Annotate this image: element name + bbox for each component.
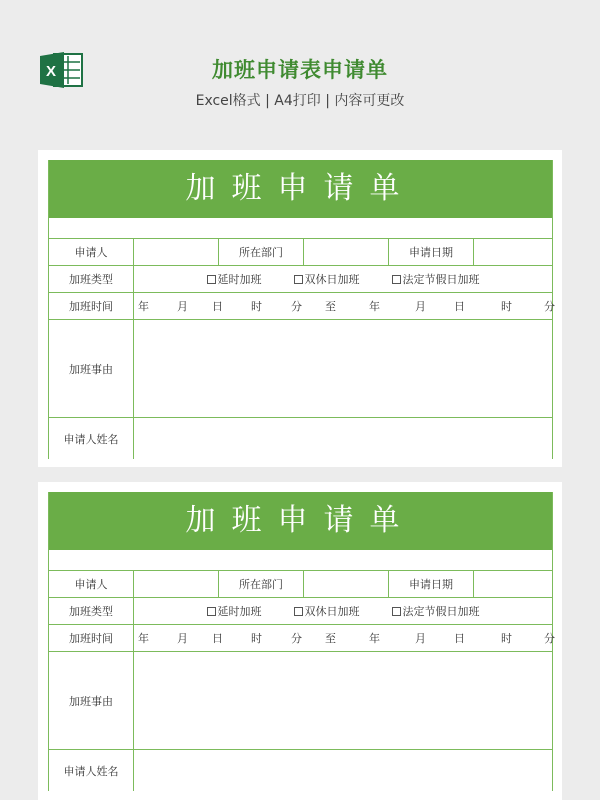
overtime-form — [48, 492, 553, 791]
form-row-reason — [49, 652, 552, 750]
time-unit: 年 — [369, 632, 380, 645]
department-field[interactable] — [304, 239, 389, 265]
time-unit: 月 — [415, 632, 426, 645]
apply-date-label: 申请日期 — [389, 571, 474, 597]
time-unit: 分 — [291, 632, 302, 645]
form-banner: 加班申请单 — [49, 492, 552, 550]
form-row-name — [49, 418, 552, 459]
checkbox-icon[interactable] — [294, 275, 303, 284]
apply-date-label: 申请日期 — [389, 239, 474, 265]
overtime-form — [48, 160, 553, 459]
option-holiday[interactable]: 法定节假日加班 — [392, 271, 480, 287]
time-unit: 分 — [544, 632, 555, 645]
form-banner: 加班申请单 — [49, 160, 552, 218]
checkbox-icon[interactable] — [207, 275, 216, 284]
time-unit: 时 — [501, 632, 512, 645]
page-subtitle: Excel格式 | A4打印 | 内容可更改 — [195, 93, 405, 109]
reason-field[interactable] — [134, 652, 552, 749]
overtime-time-field[interactable] — [134, 625, 555, 651]
department-label: 所在部门 — [219, 571, 304, 597]
apply-date-field[interactable] — [474, 239, 552, 265]
department-label: 所在部门 — [219, 239, 304, 265]
checkbox-icon[interactable] — [392, 275, 401, 284]
overtime-time-label: 加班时间 — [49, 625, 134, 651]
time-unit: 月 — [177, 632, 188, 645]
time-unit: 年 — [138, 300, 149, 313]
applicant-name-label: 申请人姓名 — [49, 750, 134, 791]
option-extended[interactable]: 延时加班 — [207, 271, 262, 287]
checkbox-icon[interactable] — [392, 607, 401, 616]
form-row-type — [49, 266, 552, 293]
overtime-time-label: 加班时间 — [49, 293, 134, 319]
checkbox-icon[interactable] — [207, 607, 216, 616]
applicant-name-field[interactable] — [134, 750, 552, 791]
excel-logo-letter: X — [45, 63, 57, 80]
time-unit: 时 — [251, 300, 262, 313]
time-unit: 时 — [501, 300, 512, 313]
form-card-2 — [38, 482, 562, 800]
time-unit: 月 — [415, 300, 426, 313]
overtime-type-options — [134, 266, 552, 292]
option-weekend[interactable]: 双休日加班 — [294, 271, 360, 287]
time-unit: 月 — [177, 300, 188, 313]
department-field[interactable] — [304, 571, 389, 597]
time-unit: 日 — [212, 300, 223, 313]
option-extended[interactable]: 延时加班 — [207, 603, 262, 619]
applicant-field[interactable] — [134, 571, 219, 597]
reason-label: 加班事由 — [49, 652, 134, 749]
form-row-time — [49, 625, 555, 652]
overtime-type-label: 加班类型 — [49, 266, 134, 292]
applicant-label: 申请人 — [49, 571, 134, 597]
form-row-type — [49, 598, 552, 625]
applicant-label: 申请人 — [49, 239, 134, 265]
overtime-type-options — [134, 598, 552, 624]
form-card-1 — [38, 150, 562, 467]
option-holiday[interactable]: 法定节假日加班 — [392, 603, 480, 619]
applicant-name-label: 申请人姓名 — [49, 418, 134, 459]
form-row-time — [49, 293, 555, 320]
time-unit: 至 — [325, 300, 336, 313]
time-unit: 日 — [212, 632, 223, 645]
applicant-field[interactable] — [134, 239, 219, 265]
overtime-type-label: 加班类型 — [49, 598, 134, 624]
page-header — [0, 0, 600, 140]
reason-label: 加班事由 — [49, 320, 134, 417]
time-unit: 分 — [291, 300, 302, 313]
page-title: 加班申请表申请单 — [212, 58, 388, 82]
form-row-reason — [49, 320, 552, 418]
form-row-basic — [49, 571, 552, 598]
reason-field[interactable] — [134, 320, 552, 417]
time-unit: 至 — [325, 632, 336, 645]
time-unit: 年 — [369, 300, 380, 313]
apply-date-field[interactable] — [474, 571, 552, 597]
applicant-name-field[interactable] — [134, 418, 552, 459]
spacer-row — [49, 218, 552, 239]
time-unit: 日 — [454, 300, 465, 313]
time-unit: 日 — [454, 632, 465, 645]
checkbox-icon[interactable] — [294, 607, 303, 616]
form-row-basic — [49, 239, 552, 266]
spacer-row — [49, 550, 552, 571]
time-unit: 时 — [251, 632, 262, 645]
time-unit: 分 — [544, 300, 555, 313]
option-weekend[interactable]: 双休日加班 — [294, 603, 360, 619]
time-unit: 年 — [138, 632, 149, 645]
form-row-name — [49, 750, 552, 791]
overtime-time-field[interactable] — [134, 293, 555, 319]
